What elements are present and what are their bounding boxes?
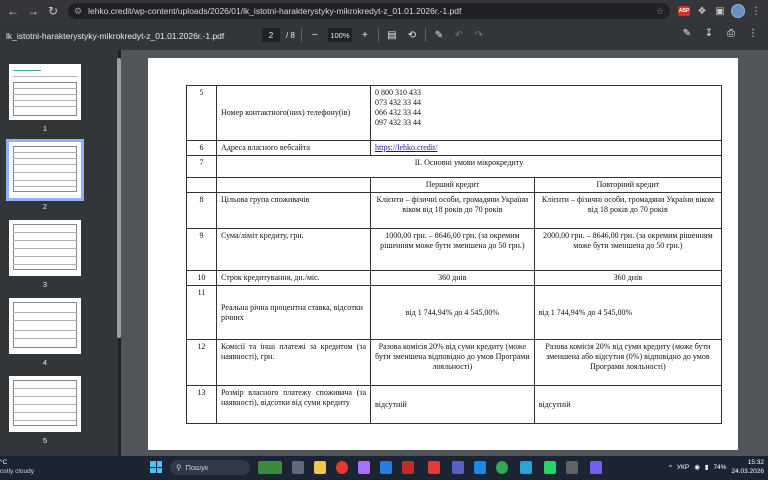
teams-icon[interactable] [452, 461, 464, 474]
app-icon-red[interactable] [402, 461, 414, 474]
chrome-icon[interactable] [496, 461, 508, 474]
table-row: 11 Реальна річна процентна ставка, відсотки річних від 1 744,94% до 4 545,00% від 1 744,94% до 4 545,00% [187, 286, 722, 340]
page-number-input[interactable]: 2 [262, 28, 280, 42]
profile-avatar[interactable] [730, 3, 746, 19]
pdf-toolbar [0, 22, 768, 50]
edge-icon[interactable] [380, 461, 392, 474]
draw-icon[interactable]: ✎ [434, 29, 444, 41]
chevron-up-icon[interactable]: ^ [668, 463, 672, 471]
whatsapp-icon[interactable] [544, 461, 556, 474]
table-row: 10 Строк кредитування, дн./міс. 360 днів 360 днів [187, 271, 722, 286]
table-row: 12 Комісії та інші платежі за кредитом (за наявності), грн. Разова комісія 20% від суми кредиту (може бути зменшена відповідно до умов Програми лояльності) Разова комісія 20% від суми кредиту (може бути зменшена або відсутня (0%) відповідно до умов Програми лояльності) [187, 340, 722, 386]
browser-toolbar [0, 0, 768, 22]
language-indicator[interactable]: УКР [676, 463, 690, 471]
fit-page-icon[interactable]: ▤ [387, 29, 397, 41]
dropbox-icon[interactable] [474, 461, 486, 474]
app-l-icon[interactable] [428, 461, 440, 474]
thumbnail-page-2[interactable]: 2 [5, 142, 85, 211]
pdf-page [148, 58, 738, 450]
col-header-first: Перший кредит [371, 178, 535, 193]
print-icon[interactable]: ⎙ [727, 28, 735, 39]
system-tray [669, 458, 764, 476]
thumbnail-page-5[interactable]: 5 [5, 376, 85, 445]
annotate-icon[interactable]: ✎ [682, 28, 692, 39]
telegram-icon[interactable] [520, 461, 532, 474]
table-row: 5 Номер контактного(них) телефону(ів) 0 800 310 433 073 432 33 44 066 432 33 44 097 432 33 44 [187, 86, 722, 141]
pdf-actions [680, 28, 760, 39]
characteristics-table [186, 85, 722, 424]
extensions-icon[interactable]: ❖ [697, 5, 707, 17]
phone-number: 073 432 33 44 [375, 98, 421, 107]
phone-number: 0 800 310 433 [375, 88, 421, 97]
address-bar[interactable] [68, 3, 670, 19]
back-icon[interactable]: ← [7, 4, 19, 18]
weather-widget[interactable]: °C ostly cloudy [0, 459, 34, 475]
table-header-row [187, 178, 722, 193]
table-row: 9 Сума/ліміт кредиту, грн. 1000,00 грн. – 8646,00 грн. (за окремим рішенням може бути зменшена до 50 грн.) 2000,00 грн. – 8646,00 грн. (за окремим рішенням може бути зменшена до 50 грн.) [187, 229, 722, 271]
pdf-controls [262, 28, 486, 42]
site-info-icon[interactable]: ⚙ [74, 5, 83, 16]
url-text[interactable]: lehko.credit/wp-content/uploads/2026/01/lk_istotni-harakterystyky-mikrokredyt-z_01.01.2026r.-1.pdf [88, 6, 462, 16]
rotate-icon[interactable]: ⟲ [407, 29, 417, 41]
menu-dots-icon[interactable]: ⋮ [751, 5, 761, 17]
pdf-filename: lk_istotni-harakterystyky-mikrokredyt-z_01.01.2026r.-1.pdf [6, 31, 225, 41]
viber-icon[interactable] [590, 461, 602, 474]
download-icon[interactable]: ↧ [704, 28, 714, 39]
start-button[interactable] [150, 461, 162, 473]
total-pages: / 8 [286, 30, 295, 40]
sidebar-panel-icon[interactable]: ▣ [715, 5, 725, 17]
table-row: 13 Розмір власного платежу споживача (за наявності), відсотки від суми кредиту відсутній відсутній [187, 386, 722, 424]
col-header-repeat: Повторний кредит [534, 178, 721, 193]
ad-block-extension-icon[interactable]: ABP [678, 8, 690, 14]
clock[interactable]: 15:32 24.03.2026 [731, 459, 764, 475]
steam-icon[interactable] [566, 461, 578, 474]
widgets-icon[interactable] [258, 461, 282, 474]
zoom-in-icon[interactable]: + [361, 29, 368, 41]
table-row: 6 Адреса власного вебсайта https://lehko.credit/ [187, 141, 722, 156]
battery-percent: 74% [713, 463, 727, 471]
copilot-icon[interactable] [358, 461, 370, 474]
wifi-icon[interactable]: ◉ [694, 464, 700, 471]
forward-icon[interactable]: → [27, 4, 39, 18]
undo-icon[interactable]: ↶ [454, 29, 464, 41]
thumbnail-page-1[interactable]: 1 [5, 64, 85, 133]
thumbnail-page-3[interactable]: 3 [5, 220, 85, 289]
opera-icon[interactable] [336, 461, 348, 474]
more-options-icon[interactable]: ⋮ [748, 28, 758, 39]
file-explorer-icon[interactable] [314, 461, 326, 474]
table-row: 8 Цільова група споживачів Клієнти – фізичні особи, громадяни України віком від 18 років до 70 років Клієнти – фізичні особи, громадяни України віком від 18 років до 70 років [187, 193, 722, 229]
table-row: 7 II. Основні умови мікрокредиту [187, 156, 722, 178]
website-link[interactable]: https://lehko.credit/ [375, 143, 438, 152]
thumbnail-sidebar [0, 50, 120, 456]
search-icon: ⚲ [176, 463, 182, 472]
thumbnail-page-4[interactable]: 4 [5, 298, 85, 367]
battery-icon[interactable]: ▮ [704, 464, 709, 471]
zoom-out-icon[interactable]: − [311, 29, 318, 41]
phone-number: 066 432 33 44 [375, 108, 421, 117]
pdf-viewer[interactable] [121, 50, 768, 456]
phone-number: 097 432 33 44 [375, 118, 421, 127]
zoom-input[interactable]: 100% [328, 28, 352, 42]
windows-taskbar [0, 456, 768, 480]
section-heading: II. Основні умови мікрокредиту [217, 156, 722, 178]
task-view-icon[interactable] [292, 461, 304, 474]
reload-icon[interactable]: ↻ [47, 4, 59, 18]
bookmark-star-icon[interactable]: ☆ [655, 5, 664, 16]
taskbar-search[interactable]: ⚲ Пошук [170, 460, 250, 475]
redo-icon[interactable]: ↷ [474, 29, 484, 41]
